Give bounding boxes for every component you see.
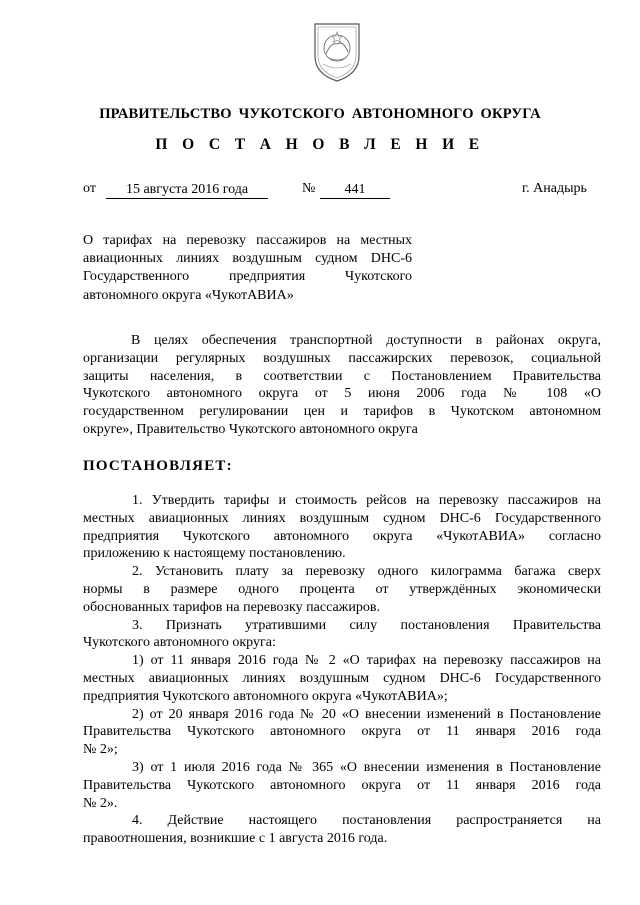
date-from-label: от <box>83 181 96 196</box>
preamble <box>83 332 601 439</box>
decree-subitem-3 <box>83 759 601 812</box>
decree-items <box>83 492 601 848</box>
decree-subitem-2 <box>83 706 601 759</box>
item-line: обоснованных тарифов на перевозку пассажиров. <box>83 599 380 615</box>
document-place: г. Анадырь <box>522 181 587 196</box>
preamble-line: государственном регулировании цен и тарифов в Чукотском автономном <box>83 404 601 420</box>
dateline <box>0 181 640 203</box>
item-line: № 2». <box>83 795 118 811</box>
decree-item-4 <box>83 812 601 848</box>
document-number: 441 <box>320 181 390 199</box>
decree-item-1 <box>83 492 601 563</box>
item-line: приложению к настоящему постановлению. <box>83 546 346 562</box>
decree-item-2 <box>83 563 601 616</box>
item-line: 3) от 1 июля 2016 года № 365 «О внесении изменения в Постановление <box>132 759 601 775</box>
government-title: ПРАВИТЕЛЬСТВО ЧУКОТСКОГО АВТОНОМНОГО ОКРУГА <box>99 106 541 122</box>
item-line: № 2»; <box>83 742 118 758</box>
item-line: 3. Признать утратившими силу постановления Правительства <box>132 617 601 633</box>
item-line: Правительства Чукотского автономного округа от 11 января 2016 года <box>83 724 601 740</box>
item-line: предприятия Чукотского автономного округа «ЧукотАВИА» согласно <box>83 528 601 544</box>
preamble-line: защиты населения, в соответствии с Постановлением Правительства <box>83 368 601 384</box>
preamble-line: В целях обеспечения транспортной доступности в районах округа, <box>131 333 601 348</box>
decree-item-3 <box>83 617 601 653</box>
subject-line: Государственного предприятия Чукотского <box>83 269 412 285</box>
item-line: нормы в размере одного процента от утверждённых экономически <box>83 581 601 597</box>
item-line: 4. Действие настоящего постановления распространяется на <box>132 813 601 829</box>
item-line: местных авиационных линиях воздушным судном DHC-6 Государственного <box>83 510 601 526</box>
document-number-label: № <box>302 181 316 196</box>
item-line: местных авиационных линиях воздушным судном DHC-6 Государственного <box>83 670 601 686</box>
document-date: 15 августа 2016 года <box>106 181 268 199</box>
preamble-line: Чукотского автономного округа от 5 июня 2006 года № 108 «О <box>83 386 601 402</box>
item-line: 1) от 11 января 2016 года № 2 «О тарифах на перевозку пассажиров на <box>132 653 601 669</box>
item-line: предприятия Чукотского автономного округа «ЧукотАВИА»; <box>83 688 448 704</box>
preamble-line: организации регулярных воздушных пассажирских перевозок, социальной <box>83 350 601 366</box>
coat-of-arms-emblem <box>309 18 365 84</box>
item-line: 2) от 20 января 2016 года № 20 «О внесении изменений в Постановление <box>132 706 601 722</box>
decree-word: ПОСТАНОВЛЯЕТ: <box>83 458 233 474</box>
item-line: Правительства Чукотского автономного округа от 11 января 2016 года <box>83 777 601 793</box>
preamble-line: округе», Правительство Чукотского автономного округа <box>83 421 418 437</box>
subject-line: авиационных линиях воздушным судном DHC-6 <box>83 251 412 267</box>
document-subject <box>83 232 412 305</box>
item-line: 2. Установить плату за перевозку одного килограмма багажа сверх <box>132 564 601 580</box>
item-line: 1. Утвердить тарифы и стоимость рейсов на перевозку пассажиров на <box>132 493 601 508</box>
item-line: Чукотского автономного округа: <box>83 635 276 651</box>
item-line: правоотношения, возникшие с 1 августа 2016 года. <box>83 831 388 847</box>
decree-subitem-1 <box>83 652 601 705</box>
subject-line: О тарифах на перевозку пассажиров на местных <box>83 233 412 248</box>
subject-line: автономного округа «ЧукотАВИА» <box>83 287 294 303</box>
document-type-title: П О С Т А Н О В Л Е Н И Е <box>155 136 485 153</box>
